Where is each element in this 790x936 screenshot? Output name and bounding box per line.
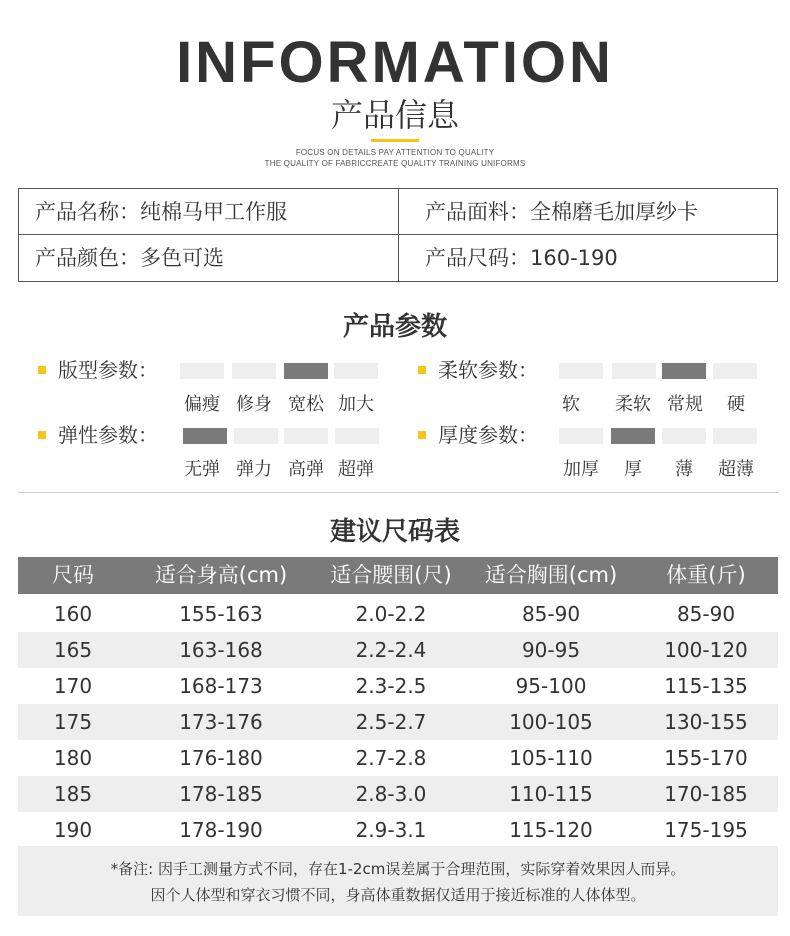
thickness-bar [713, 428, 757, 444]
table-cell: 185 [53, 782, 93, 806]
softness-bar [713, 363, 757, 379]
table-cell: 180 [53, 746, 93, 770]
elasticity-option: 高弹 [288, 459, 324, 480]
fit-option: 修身 [236, 394, 272, 415]
table-cell: 165 [53, 638, 93, 662]
page-title: INFORMATION [176, 30, 614, 95]
header-chest: 适合胸围(cm) [484, 563, 618, 587]
product-info-table [18, 188, 778, 282]
elasticity-bar [335, 428, 379, 444]
thickness-bar [559, 428, 603, 444]
bullet-icon [38, 431, 46, 439]
section-divider [18, 492, 778, 493]
table-cell: 105-110 [509, 746, 593, 770]
softness-option: 常规 [667, 394, 703, 415]
note-box [18, 846, 778, 916]
table-cell: 2.2-2.4 [355, 638, 427, 662]
table-cell: 100-105 [509, 710, 593, 734]
softness-option: 软 [562, 394, 580, 415]
tagline-line-1: FOCUS ON DETAILS PAY ATTENTION TO QUALITY [295, 148, 495, 157]
fit-option: 偏瘦 [184, 394, 220, 415]
table-cell: 2.5-2.7 [355, 710, 427, 734]
table-row [18, 776, 778, 812]
thickness-option: 薄 [675, 459, 693, 480]
table-row [18, 596, 778, 632]
table-row [18, 704, 778, 740]
table-cell: 110-115 [509, 782, 593, 806]
table-cell: 155-163 [179, 602, 263, 626]
size-table-title: 建议尺码表 [329, 517, 460, 547]
bullet-icon [418, 366, 426, 374]
table-cell: 190 [53, 818, 93, 842]
info-row [19, 189, 777, 235]
table-cell: 173-176 [179, 710, 263, 734]
header-waist: 适合腰围(尺) [330, 563, 452, 587]
page-subtitle: 产品信息 [330, 96, 459, 134]
elasticity-param-label: 弹性参数： [58, 423, 158, 447]
title-accent-underline [371, 139, 419, 142]
thickness-option: 厚 [624, 459, 642, 480]
info-row [19, 235, 777, 281]
table-cell: 130-155 [664, 710, 748, 734]
bullet-icon [38, 366, 46, 374]
table-cell: 178-185 [179, 782, 263, 806]
table-cell: 176-180 [179, 746, 263, 770]
elasticity-option: 弹力 [236, 459, 272, 480]
softness-param [418, 355, 768, 415]
thickness-option: 超薄 [718, 459, 754, 480]
table-cell: 160 [53, 602, 93, 626]
table-cell: 155-170 [664, 746, 748, 770]
softness-option: 柔软 [615, 394, 651, 415]
thickness-bar [662, 428, 706, 444]
elasticity-option: 超弹 [338, 459, 374, 480]
thickness-option: 加厚 [563, 459, 599, 480]
fit-option: 宽松 [288, 394, 324, 415]
table-cell: 170 [53, 674, 93, 698]
elasticity-option: 无弹 [184, 459, 220, 480]
table-row [18, 632, 778, 668]
table-cell: 115-120 [509, 818, 593, 842]
note-line-1: *备注: 因手工测量方式不同，存在1-2cm误差属于合理范围，实际穿着效果因人而异。 [110, 860, 686, 878]
thickness-param-label: 厚度参数： [438, 423, 538, 447]
table-cell: 2.3-2.5 [355, 674, 427, 698]
header-weight: 体重(斤) [666, 563, 746, 587]
product-name-cell: 产品名称：纯棉马甲工作服 [19, 189, 399, 235]
fit-param-label: 版型参数： [58, 358, 158, 382]
table-cell: 95-100 [515, 674, 587, 698]
table-cell: 2.7-2.8 [355, 746, 427, 770]
table-cell: 90-95 [521, 638, 581, 662]
table-cell: 2.9-3.1 [355, 818, 427, 842]
table-row [18, 740, 778, 776]
table-cell: 85-90 [676, 602, 736, 626]
elasticity-bar [234, 428, 278, 444]
thickness-param [418, 420, 768, 480]
elasticity-param [38, 420, 388, 480]
table-cell: 2.8-3.0 [355, 782, 427, 806]
table-cell: 163-168 [179, 638, 263, 662]
table-cell: 168-173 [179, 674, 263, 698]
table-row [18, 668, 778, 704]
table-cell: 100-120 [664, 638, 748, 662]
fit-param [38, 355, 388, 415]
header-size: 尺码 [52, 563, 94, 587]
table-cell: 170-185 [664, 782, 748, 806]
note-line-2: 因个人体型和穿衣习惯不同，身高体重数据仅适用于接近标准的人体体型。 [150, 886, 646, 904]
header-height: 适合身高(cm) [154, 563, 288, 587]
table-cell: 85-90 [521, 602, 581, 626]
product-color-cell: 产品颜色：多色可选 [19, 235, 399, 281]
softness-bar [559, 363, 603, 379]
fit-bar [180, 363, 224, 379]
elasticity-bar [183, 428, 227, 444]
fit-bar [232, 363, 276, 379]
product-size-cell: 产品尺码：160-190 [425, 246, 618, 270]
table-cell: 175 [53, 710, 93, 734]
tagline-line-2: THE QUALITY OF FABRICCREATE QUALITY TRAINING UNIFORMS [264, 159, 526, 168]
softness-param-label: 柔软参数： [438, 358, 538, 382]
table-cell: 2.0-2.2 [355, 602, 427, 626]
table-cell: 115-135 [664, 674, 748, 698]
softness-bar [662, 363, 706, 379]
fit-option: 加大 [338, 394, 374, 415]
bullet-icon [418, 431, 426, 439]
fit-bar [334, 363, 378, 379]
elasticity-bar [284, 428, 328, 444]
size-table-header [18, 557, 778, 594]
table-cell: 178-190 [179, 818, 263, 842]
thickness-bar [611, 428, 655, 444]
table-row [18, 812, 778, 848]
product-fabric-cell: 产品面料：全棉磨毛加厚纱卡 [425, 200, 698, 224]
params-section-title: 产品参数 [342, 312, 447, 342]
softness-option: 硬 [727, 394, 745, 415]
softness-bar [612, 363, 656, 379]
fit-bar [284, 363, 328, 379]
table-cell: 175-195 [664, 818, 748, 842]
